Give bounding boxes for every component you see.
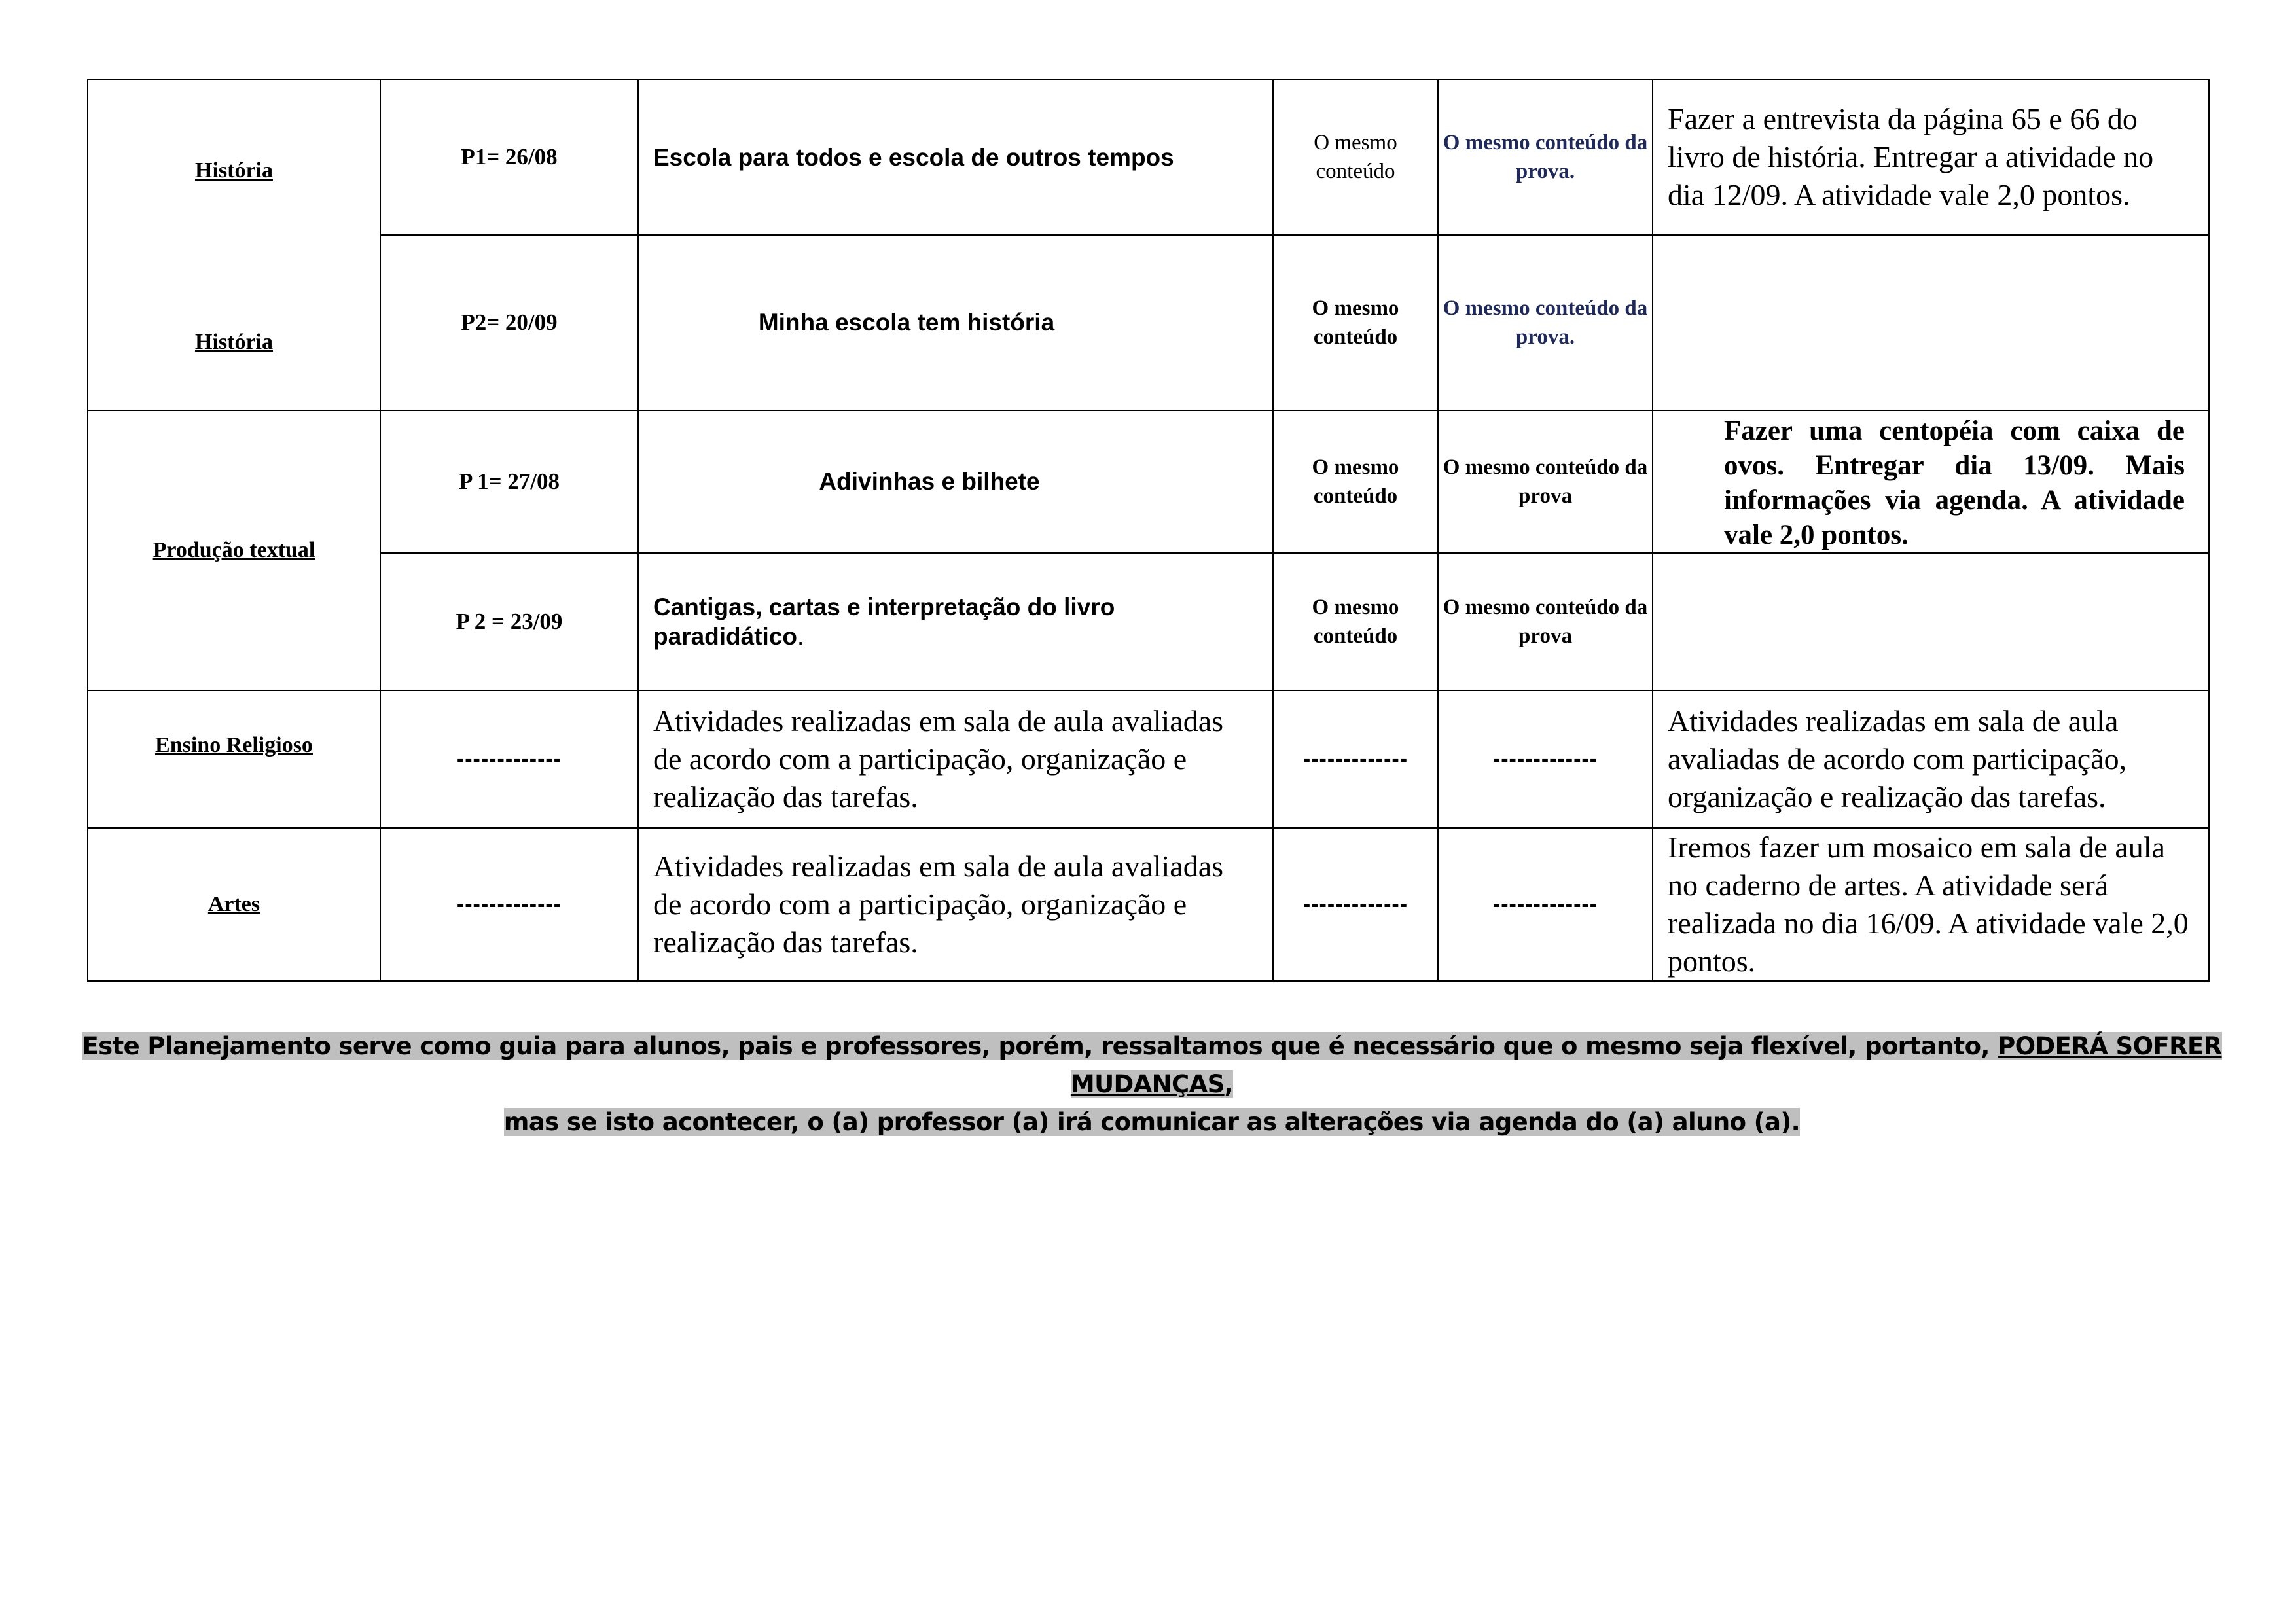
- review-content: O mesmo conteúdo da prova.: [1438, 79, 1653, 235]
- planning-table: [87, 79, 2210, 982]
- table-row: [88, 553, 2209, 690]
- activity-description: Iremos fazer um mosaico em sala de aula no caderno de artes. A atividade será realizada no dia 16/09. A atividade vale 2,0 pontos.: [1653, 828, 2209, 981]
- planning-notice: [62, 1027, 2242, 1141]
- activity-description: Fazer uma centopéia com caixa de ovos. Entregar dia 13/09. Mais informações via agenda. A atividade vale 2,0 pontos.: [1653, 410, 2209, 553]
- review-content: -------------: [1438, 828, 1653, 981]
- subject-cell-historia: [88, 79, 380, 410]
- notice-highlight: [82, 1032, 2221, 1098]
- exam-date: P 2 = 23/09: [380, 553, 638, 690]
- review-content: O mesmo conteúdo da prova.: [1438, 235, 1653, 410]
- exam-date: -------------: [380, 828, 638, 981]
- subject-label: História: [195, 330, 273, 354]
- notice-line-1: [62, 1027, 2242, 1103]
- exam-content: Adivinhas e bilhete: [638, 410, 1273, 553]
- activity-description: Fazer a entrevista da página 65 e 66 do livro de história. Entregar a atividade no dia 12/09. A atividade vale 2,0 pontos.: [1653, 79, 2209, 235]
- exam-content: Atividades realizadas em sala de aula avaliadas de acordo com a participação, organização e realização das tarefas.: [638, 828, 1273, 981]
- recovery-content: O mesmo conteúdo: [1273, 235, 1438, 410]
- exam-date: -------------: [380, 690, 638, 828]
- recovery-content: -------------: [1273, 828, 1438, 981]
- exam-content: Atividades realizadas em sala de aula avaliadas de acordo com a participação, organização e realização das tarefas.: [638, 690, 1273, 828]
- exam-date: P2= 20/09: [380, 235, 638, 410]
- table-row: [88, 235, 2209, 410]
- table-row: [88, 410, 2209, 553]
- activity-description: Atividades realizadas em sala de aula avaliadas de acordo com participação, organização e realização das tarefas.: [1653, 690, 2209, 828]
- recovery-content: O mesmo conteúdo: [1273, 553, 1438, 690]
- subject-label: Produção textual: [88, 410, 380, 690]
- activity-description: [1653, 235, 2209, 410]
- subject-label: História: [195, 158, 273, 183]
- recovery-content: -------------: [1273, 690, 1438, 828]
- exam-date: P1= 26/08: [380, 79, 638, 235]
- subject-label: Ensino Religioso: [88, 690, 380, 828]
- subject-label: Artes: [88, 828, 380, 981]
- table-row: [88, 828, 2209, 981]
- notice-line-2-text: mas se isto acontecer, o (a) professor (a) irá comunicar as alterações via agenda do (a) aluno (a).: [503, 1108, 1801, 1136]
- recovery-content: O mesmo conteúdo: [1273, 410, 1438, 553]
- planning-table-container: [87, 79, 2210, 982]
- exam-content-text: Cantigas, cartas e interpretação do livro paradidático: [653, 594, 1115, 650]
- notice-text: Este Planejamento serve como guia para alunos, pais e professores, porém, ressaltamos que é necessário que o mesmo seja flexível, portanto,: [82, 1032, 1998, 1060]
- exam-date: P 1= 27/08: [380, 410, 638, 553]
- table-row: [88, 690, 2209, 828]
- notice-punctuation: ,: [1224, 1070, 1234, 1098]
- notice-emphasis: PODERÁ SOFRER MUDANÇAS: [1070, 1032, 2222, 1098]
- exam-content-suffix: .: [797, 623, 804, 650]
- notice-line-2: [62, 1103, 2242, 1141]
- review-content: O mesmo conteúdo da prova: [1438, 410, 1653, 553]
- exam-content: [638, 553, 1273, 690]
- review-content: -------------: [1438, 690, 1653, 828]
- table-row: [88, 79, 2209, 235]
- exam-content: Minha escola tem história: [638, 235, 1273, 410]
- exam-content: Escola para todos e escola de outros tempos: [638, 79, 1273, 235]
- review-content: O mesmo conteúdo da prova: [1438, 553, 1653, 690]
- recovery-content: O mesmo conteúdo: [1273, 79, 1438, 235]
- activity-description: [1653, 553, 2209, 690]
